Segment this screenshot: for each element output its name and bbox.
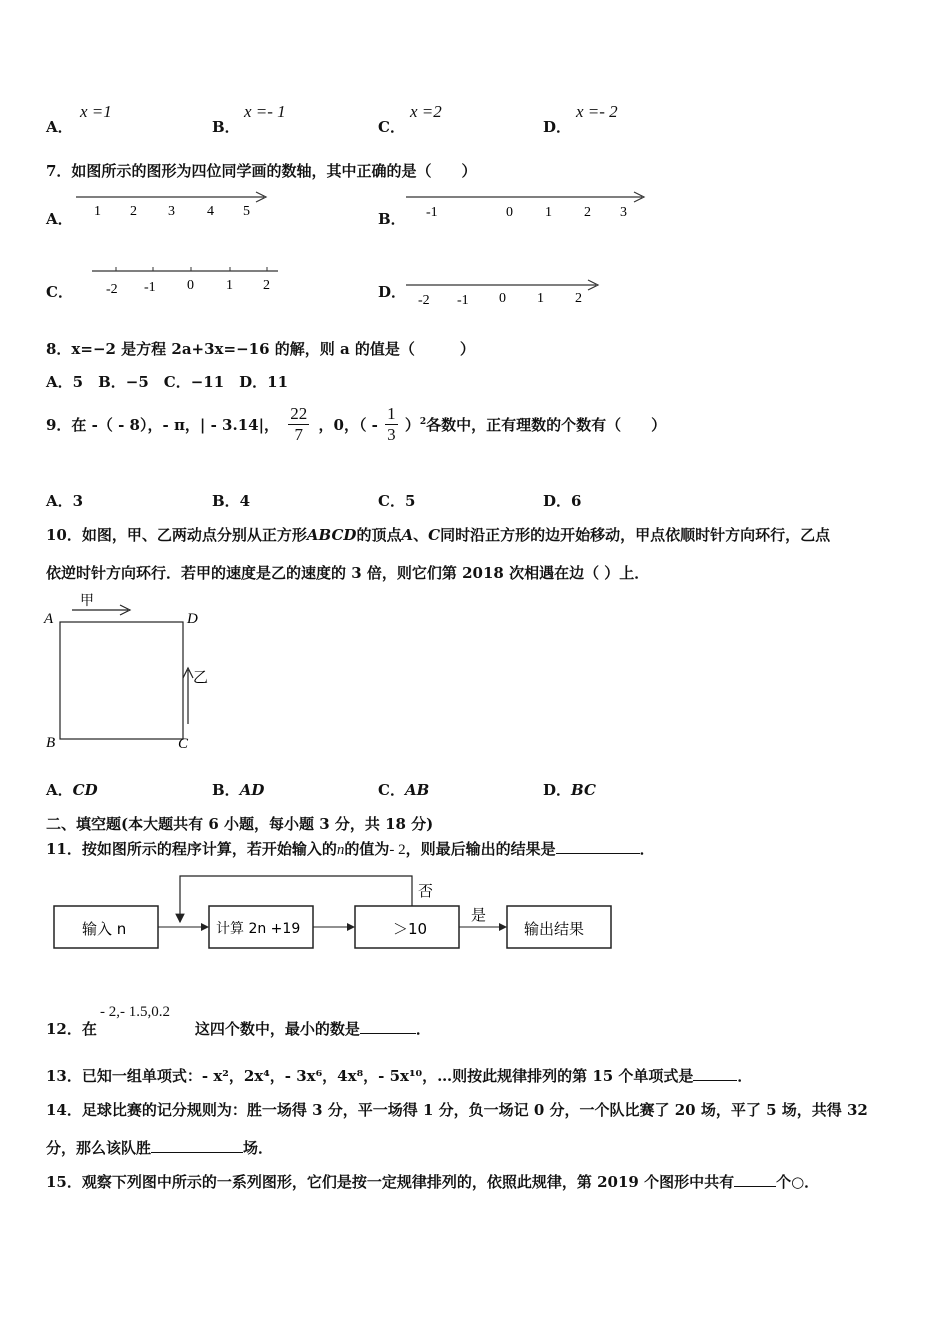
flow-input-label: 输入 n [82, 920, 127, 938]
q10-square-figure [40, 590, 230, 760]
q12-end: ． [415, 1020, 431, 1038]
q10-point-c: C [428, 526, 441, 544]
q10-opt-a-val: CD [72, 781, 98, 799]
q9-suffix: 各数中，正有理数的个数有（ ） [426, 416, 667, 434]
q12-answer-blank[interactable] [360, 1033, 416, 1034]
q8-options: A．5 B．−5 C．−11 D．11 [46, 373, 289, 391]
q7-axis-b [404, 188, 654, 224]
q12-stem [46, 1018, 431, 1039]
q14-answer-blank[interactable] [151, 1152, 243, 1153]
q9-fraction-22-7 [288, 404, 309, 445]
q9-option-d: D．6 [543, 492, 582, 510]
q9-close-paren: ） [404, 416, 420, 434]
flow-no-label: 否 [418, 882, 434, 900]
q7-stem: 7．如图所示的图形为四位同学画的数轴，其中正确的是（ ） [46, 162, 477, 180]
q14-stem-line2 [46, 1137, 273, 1158]
flow-yes-label: 是 [471, 906, 487, 924]
axis-label: 0 [506, 205, 513, 220]
q9-middle: ，0，（ - [318, 416, 378, 434]
q9-prefix: 9．在 -（ - 8），- π，| - 3.14|， [46, 416, 280, 434]
q10-opt-c-letter: C． [378, 781, 405, 799]
q10-opt-b-letter: B． [212, 781, 240, 799]
q10-line1-c: 同时沿正方形的边开始移动，甲点依顺时针方向环行，乙点 [440, 526, 831, 544]
axis-label: 1 [94, 204, 101, 219]
axis-label: -1 [457, 293, 469, 308]
q6-option-a-letter: A． [46, 118, 73, 136]
q11-n: n [336, 842, 345, 858]
q15-stem [46, 1171, 819, 1192]
axis-label: 5 [243, 204, 250, 219]
q10-sep: 、 [413, 526, 429, 544]
q10-option-c [378, 779, 429, 800]
q6-option-c-expr: x =2 [410, 102, 442, 121]
axis-label: 3 [620, 205, 627, 220]
q10-opt-d-val: BC [571, 781, 596, 799]
axis-label: 3 [168, 204, 175, 219]
axis-label: 0 [187, 278, 194, 293]
q13-stem [46, 1065, 752, 1086]
q10-opt-a-letter: A． [46, 781, 73, 799]
q10-stem-line1 [46, 524, 830, 545]
q11-end: ． [639, 840, 655, 858]
q7-option-a-letter: A． [46, 210, 73, 228]
q9-fraction-1-3 [385, 404, 398, 445]
flow-compare-label: ＞10 [393, 920, 428, 938]
q11-answer-blank[interactable] [556, 853, 640, 854]
q6-option-a-expr: x =1 [80, 102, 112, 121]
q6-option-b-letter: B． [212, 118, 240, 136]
q7-axis-d [404, 274, 614, 310]
vertex-c-label: C [178, 736, 189, 752]
axis-label: -1 [426, 205, 438, 220]
q7-option-c-letter: C． [46, 283, 73, 301]
q10-point-a: A [401, 526, 414, 544]
flow-compute-label: 计算 2n +19 [216, 921, 301, 937]
q12-numbers: - 2,- 1.5,0.2 [100, 1004, 170, 1020]
q10-option-d [543, 779, 596, 800]
q15-pre: 15．观察下列图中所示的一系列图形，它们是按一定规律排列的，依照此规律，第 2019 个图形中共有 [46, 1173, 735, 1191]
q9-option-a: A．3 [46, 492, 84, 510]
q10-abcd: ABCD [306, 526, 357, 544]
q11-stem [46, 838, 655, 859]
axis-label: -2 [106, 282, 118, 297]
q11-mid: 的值为 [344, 840, 390, 858]
axis-label: -2 [418, 293, 430, 308]
q10-option-b [212, 779, 264, 800]
q15-post: 个○． [776, 1173, 820, 1191]
jia-label: 甲 [80, 594, 94, 609]
q7-axis-c [90, 264, 290, 304]
axis-label: 2 [130, 204, 137, 219]
q13-answer-blank[interactable] [693, 1080, 737, 1081]
axis-label: 2 [584, 205, 591, 220]
yi-label: 乙 [193, 670, 209, 686]
vertex-d-label: D [187, 611, 198, 627]
q10-opt-d-letter: D． [543, 781, 572, 799]
axis-label: 2 [575, 291, 582, 306]
q11-flowchart [48, 870, 618, 958]
section-2-heading: 二、填空题(本大题共有 6 小题，每小题 3 分，共 18 分) [46, 815, 434, 833]
flow-output-label: 输出结果 [524, 920, 585, 938]
q8-stem: 8．x=−2 是方程 2a+3x=−16 的解，则 a 的值是（ ） [46, 340, 475, 358]
q13-end: ． [737, 1067, 753, 1085]
axis-label: 1 [226, 278, 233, 293]
axis-label: 1 [537, 291, 544, 306]
q6-option-d-expr: x =- 2 [576, 102, 618, 121]
q10-stem-line2: 依逆时针方向环行．若甲的速度是乙的速度的 3 倍，则它们第 2018 次相遇在边（ ）上． [46, 564, 650, 582]
q11-pre: 11．按如图所示的程序计算，若开始输入的 [46, 840, 337, 858]
q7-axis-a [74, 188, 274, 224]
q11-post: ，则最后输出的结果是 [405, 840, 556, 858]
q10-opt-c-val: AB [404, 781, 430, 799]
vertex-b-label: B [46, 735, 56, 751]
q6-option-c-letter: C． [378, 118, 405, 136]
q12-pre: 12．在 [46, 1020, 97, 1038]
axis-label: 1 [545, 205, 552, 220]
q6-option-b-expr: x =- 1 [244, 102, 286, 121]
q14-stem-line1: 14．足球比赛的记分规则为：胜一场得 3 分，平一场得 1 分，负一场记 0 分，一个队比赛了 20 场，平了 5 场，共得 32 [46, 1101, 868, 1119]
q9-option-b: B．4 [212, 492, 251, 510]
q13-text: 13．已知一组单项式：- x²，2x⁴，- 3x⁶，4x⁸，- 5x¹⁰，…则按此规律排列的第 15 个单项式是 [46, 1067, 694, 1085]
q9-frac2-den: 3 [387, 425, 396, 444]
q6-option-d-letter: D． [543, 118, 572, 136]
axis-label: -1 [144, 280, 156, 295]
q7-option-d-letter: D． [378, 283, 407, 301]
q12-post: 这四个数中，最小的数是 [194, 1020, 360, 1038]
q9-close [405, 414, 666, 435]
q9-option-c: C．5 [378, 492, 416, 510]
q9-stem [46, 404, 666, 445]
q11-val: - 2 [389, 842, 406, 858]
q9-exponent: 2 [419, 417, 427, 427]
q9-frac1-num: 22 [290, 404, 308, 423]
axis-label: 0 [499, 291, 506, 306]
q10-line1-a: 10．如图，甲、乙两动点分别从正方形 [46, 526, 307, 544]
q9-frac2-num: 1 [387, 404, 396, 423]
q10-line1-b: 的顶点 [356, 526, 402, 544]
q7-option-b-letter: B． [378, 210, 406, 228]
q14-line2-pre: 分，那么该队胜 [46, 1139, 152, 1157]
axis-label: 2 [263, 278, 270, 293]
q14-line2-post: 场． [243, 1139, 274, 1157]
q10-opt-b-val: AD [239, 781, 265, 799]
q9-frac1-den: 7 [288, 424, 309, 445]
q15-answer-blank[interactable] [734, 1186, 776, 1187]
vertex-a-label: A [44, 611, 54, 627]
q10-option-a [46, 779, 98, 800]
axis-label: 4 [207, 204, 214, 219]
